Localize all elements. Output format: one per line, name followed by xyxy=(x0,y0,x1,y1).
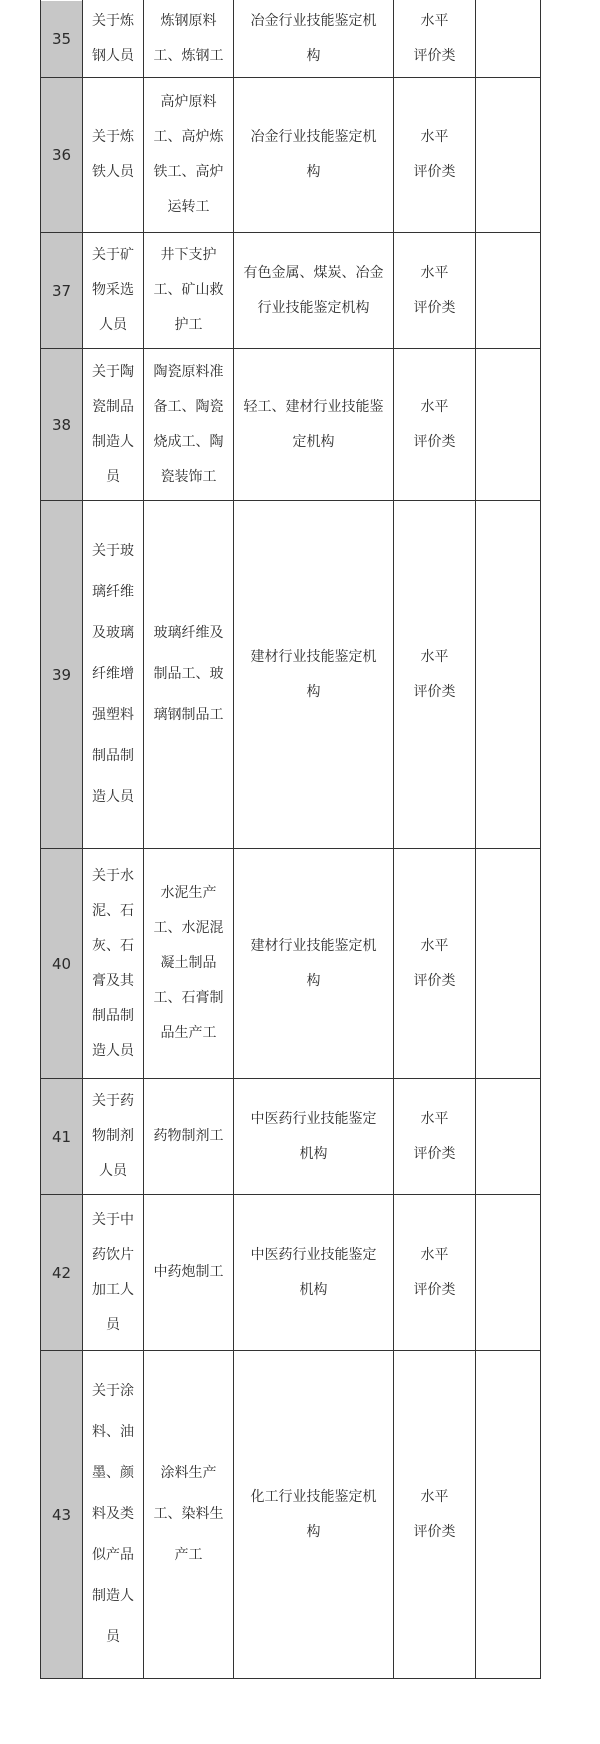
appraisal-org-cell xyxy=(234,78,393,232)
text-line: 关于玻 xyxy=(92,543,134,559)
job-title-cell-text xyxy=(154,876,224,1051)
text-line: 制造人 xyxy=(92,433,134,450)
text-line: 瓷制品 xyxy=(92,398,134,415)
text-line: 员 xyxy=(106,1316,120,1333)
job-title-cell-text xyxy=(154,1255,224,1290)
row-number-text: 43 xyxy=(51,1505,72,1524)
evaluation-type-cell-text xyxy=(414,929,456,999)
occupation-name-cell-text xyxy=(92,1203,134,1343)
text-line: 工、石膏制 xyxy=(153,990,224,1006)
job-title-cell xyxy=(144,1079,233,1194)
text-line: 工、染料生 xyxy=(153,1506,224,1522)
occupation-name-cell xyxy=(83,78,143,232)
appraisal-org-cell xyxy=(234,1,393,77)
appraisal-org-cell xyxy=(234,849,393,1078)
evaluation-type-cell xyxy=(394,349,475,500)
text-line: 水平 xyxy=(420,937,449,954)
evaluation-type-cell-text xyxy=(414,640,456,710)
row-number xyxy=(41,78,82,232)
text-line: 建材行业技能鉴定机 xyxy=(250,648,377,665)
job-title-cell-text xyxy=(154,1453,224,1576)
text-line: 评价类 xyxy=(413,433,456,450)
job-title-cell xyxy=(144,78,233,232)
text-line: 构 xyxy=(306,48,321,64)
text-line: 料及类 xyxy=(92,1506,134,1522)
text-line: 工、矿山救 xyxy=(153,282,224,298)
evaluation-type-cell-text xyxy=(414,390,456,460)
row-number-text: 41 xyxy=(51,1127,72,1146)
text-line: 构 xyxy=(306,972,321,989)
job-title-cell-text xyxy=(154,355,224,495)
job-title-cell xyxy=(144,1,233,77)
text-line: 纤维增 xyxy=(92,666,134,682)
text-line: 构 xyxy=(306,683,321,700)
text-line: 冶金行业技能鉴定机 xyxy=(250,129,377,145)
text-line: 制品制 xyxy=(92,1007,134,1024)
evaluation-type-cell xyxy=(394,1079,475,1194)
text-line: 水平 xyxy=(420,1110,449,1127)
evaluation-type-cell-text xyxy=(414,1480,456,1550)
text-line: 关于炼 xyxy=(92,129,134,145)
text-line: 机构 xyxy=(299,1281,328,1298)
text-line: 护工 xyxy=(174,317,203,333)
column-divider xyxy=(540,0,541,1678)
appraisal-org-cell-text xyxy=(244,256,384,326)
text-line: 工、高炉炼 xyxy=(153,129,224,145)
text-line: 人员 xyxy=(99,1163,127,1179)
text-line: 炼钢原料 xyxy=(160,13,217,29)
occupation-name-cell-text xyxy=(92,1084,134,1189)
text-line: 关于中 xyxy=(92,1211,134,1228)
appraisal-org-cell-text xyxy=(244,390,384,460)
occupation-name-cell-text xyxy=(92,355,134,495)
occupation-name-cell-text xyxy=(92,859,134,1069)
occupation-name-cell xyxy=(83,849,143,1078)
text-line: 员 xyxy=(106,1629,120,1645)
job-title-cell xyxy=(144,501,233,848)
text-line: 料、油 xyxy=(92,1424,134,1440)
job-title-cell-text xyxy=(154,85,224,225)
evaluation-type-cell-text xyxy=(414,4,456,74)
text-line: 物制剂 xyxy=(92,1128,134,1144)
appraisal-org-cell-text xyxy=(251,929,377,999)
text-line: 关于水 xyxy=(92,867,134,884)
occupation-name-cell xyxy=(83,349,143,500)
text-line: 制造人 xyxy=(92,1588,134,1604)
text-line: 水平 xyxy=(420,1246,449,1263)
text-line: 产工 xyxy=(174,1547,203,1563)
row-number xyxy=(41,1195,82,1350)
job-title-cell xyxy=(144,1195,233,1350)
occupation-name-cell-text xyxy=(92,120,134,190)
appraisal-org-cell-text xyxy=(251,1238,377,1308)
text-line: 评价类 xyxy=(413,1145,456,1162)
text-line: 璃钢制品工 xyxy=(153,707,224,723)
row-number-text: 35 xyxy=(51,30,72,48)
row-number xyxy=(41,349,82,500)
appraisal-org-cell xyxy=(234,1351,393,1678)
text-line: 关于陶 xyxy=(92,363,134,380)
text-line: 铁人员 xyxy=(92,164,134,180)
text-line: 定机构 xyxy=(292,433,335,450)
row-number-text: 42 xyxy=(51,1263,72,1282)
text-line: 凝土制品 xyxy=(160,955,217,971)
text-line: 及玻璃 xyxy=(92,625,134,641)
row-number-text: 38 xyxy=(51,415,72,434)
text-line: 中药炮制工 xyxy=(153,1264,224,1280)
evaluation-type-cell xyxy=(394,1195,475,1350)
evaluation-type-cell xyxy=(394,1351,475,1678)
appraisal-org-cell-text xyxy=(251,120,377,190)
text-line: 冶金行业技能鉴定机 xyxy=(250,13,377,29)
text-line: 造人员 xyxy=(92,1042,134,1059)
occupation-name-cell-text xyxy=(92,531,134,818)
row-number-text: 36 xyxy=(51,146,72,164)
text-line: 灰、石 xyxy=(92,937,134,954)
text-line: 造人员 xyxy=(92,789,134,805)
text-line: 璃纤维 xyxy=(92,584,134,600)
job-title-cell-text xyxy=(154,238,224,343)
text-line: 有色金属、煤炭、冶金 xyxy=(243,264,384,281)
appraisal-org-cell xyxy=(234,349,393,500)
text-line: 人员 xyxy=(99,317,127,333)
text-line: 员 xyxy=(106,468,120,485)
evaluation-type-cell-text xyxy=(414,1102,456,1172)
text-line: 关于炼 xyxy=(92,13,134,29)
job-title-cell xyxy=(144,1351,233,1678)
row-number-text: 40 xyxy=(51,954,72,973)
text-line: 膏及其 xyxy=(92,972,134,989)
job-title-cell xyxy=(144,349,233,500)
text-line: 制品工、玻 xyxy=(153,666,224,682)
text-line: 化工行业技能鉴定机 xyxy=(250,1488,377,1505)
text-line: 工、炼钢工 xyxy=(153,48,224,64)
text-line: 陶瓷原料准 xyxy=(153,363,224,380)
evaluation-type-cell-text xyxy=(414,256,456,326)
text-line: 中医药行业技能鉴定 xyxy=(250,1110,377,1127)
occupation-name-cell-text xyxy=(92,238,134,343)
text-line: 水平 xyxy=(420,648,449,665)
text-line: 水平 xyxy=(420,398,449,415)
text-line: 铁工、高炉 xyxy=(153,164,224,180)
text-line: 品生产工 xyxy=(160,1025,217,1041)
appraisal-org-cell-text xyxy=(251,1102,377,1172)
evaluation-type-cell xyxy=(394,1,475,77)
text-line: 药饮片 xyxy=(92,1246,134,1263)
occupation-name-cell xyxy=(83,1079,143,1194)
evaluation-type-cell xyxy=(394,233,475,348)
evaluation-type-cell xyxy=(394,501,475,848)
row-number xyxy=(41,501,82,848)
occupation-name-cell xyxy=(83,1195,143,1350)
appraisal-org-cell xyxy=(234,1195,393,1350)
text-line: 中医药行业技能鉴定 xyxy=(250,1246,377,1263)
text-line: 构 xyxy=(306,1523,321,1540)
row-number-text: 39 xyxy=(51,665,72,684)
job-title-cell-text xyxy=(154,4,224,74)
appraisal-org-cell xyxy=(234,501,393,848)
text-line: 钢人员 xyxy=(92,48,134,64)
text-line: 涂料生产 xyxy=(160,1465,217,1481)
text-line: 泥、石 xyxy=(92,902,134,919)
text-line: 烧成工、陶 xyxy=(153,433,224,450)
text-line: 构 xyxy=(306,164,321,180)
text-line: 关于涂 xyxy=(92,1383,134,1399)
text-line: 似产品 xyxy=(92,1547,134,1563)
text-line: 评价类 xyxy=(413,1523,456,1540)
text-line: 备工、陶瓷 xyxy=(153,398,224,415)
job-title-cell xyxy=(144,849,233,1078)
table-bottom-border xyxy=(40,1678,541,1679)
text-line: 墨、颜 xyxy=(92,1465,134,1481)
text-line: 工、水泥混 xyxy=(153,920,224,936)
job-title-cell-text xyxy=(154,1119,224,1154)
text-line: 轻工、建材行业技能鉴 xyxy=(243,398,384,415)
text-line: 机构 xyxy=(299,1145,328,1162)
text-line: 行业技能鉴定机构 xyxy=(257,299,370,316)
row-number-text: 37 xyxy=(51,281,72,300)
text-line: 药物制剂工 xyxy=(153,1128,224,1144)
row-number xyxy=(41,1351,82,1678)
row-number xyxy=(41,849,82,1078)
text-line: 强塑料 xyxy=(92,707,134,723)
text-line: 玻璃纤维及 xyxy=(153,625,224,641)
occupation-name-cell xyxy=(83,501,143,848)
evaluation-type-cell xyxy=(394,78,475,232)
occupation-name-cell-text xyxy=(92,1371,134,1658)
occupation-name-cell xyxy=(83,1351,143,1678)
text-line: 制品制 xyxy=(92,748,134,764)
appraisal-org-cell xyxy=(234,1079,393,1194)
appraisal-org-cell-text xyxy=(251,4,377,74)
evaluation-type-cell xyxy=(394,849,475,1078)
row-number xyxy=(41,1079,82,1194)
text-line: 水平 xyxy=(420,1488,449,1505)
text-line: 关于矿 xyxy=(92,247,134,263)
text-line: 评价类 xyxy=(413,164,456,180)
appraisal-org-cell-text xyxy=(251,1480,377,1550)
job-title-cell xyxy=(144,233,233,348)
appraisal-org-cell xyxy=(234,233,393,348)
text-line: 建材行业技能鉴定机 xyxy=(250,937,377,954)
column-divider xyxy=(475,0,476,1678)
text-line: 瓷装饰工 xyxy=(160,468,217,485)
row-number xyxy=(41,233,82,348)
text-line: 加工人 xyxy=(92,1281,134,1298)
occupation-name-cell-text xyxy=(92,4,134,74)
text-line: 关于药 xyxy=(92,1093,134,1109)
text-line: 运转工 xyxy=(167,199,210,215)
text-line: 水泥生产 xyxy=(160,885,217,901)
occupation-name-cell xyxy=(83,233,143,348)
occupation-name-cell xyxy=(83,1,143,77)
text-line: 评价类 xyxy=(413,48,456,64)
row-number xyxy=(41,1,82,77)
job-title-cell-text xyxy=(154,613,224,736)
appraisal-org-cell-text xyxy=(251,640,377,710)
text-line: 评价类 xyxy=(413,1281,456,1298)
evaluation-type-cell-text xyxy=(414,1238,456,1308)
text-line: 水平 xyxy=(420,13,449,29)
text-line: 井下支护 xyxy=(160,247,217,263)
text-line: 水平 xyxy=(420,129,449,145)
text-line: 水平 xyxy=(420,264,449,281)
text-line: 高炉原料 xyxy=(160,94,217,110)
text-line: 评价类 xyxy=(413,683,456,700)
text-line: 物采选 xyxy=(92,282,134,298)
text-line: 评价类 xyxy=(413,972,456,989)
text-line: 评价类 xyxy=(413,299,456,316)
evaluation-type-cell-text xyxy=(414,120,456,190)
